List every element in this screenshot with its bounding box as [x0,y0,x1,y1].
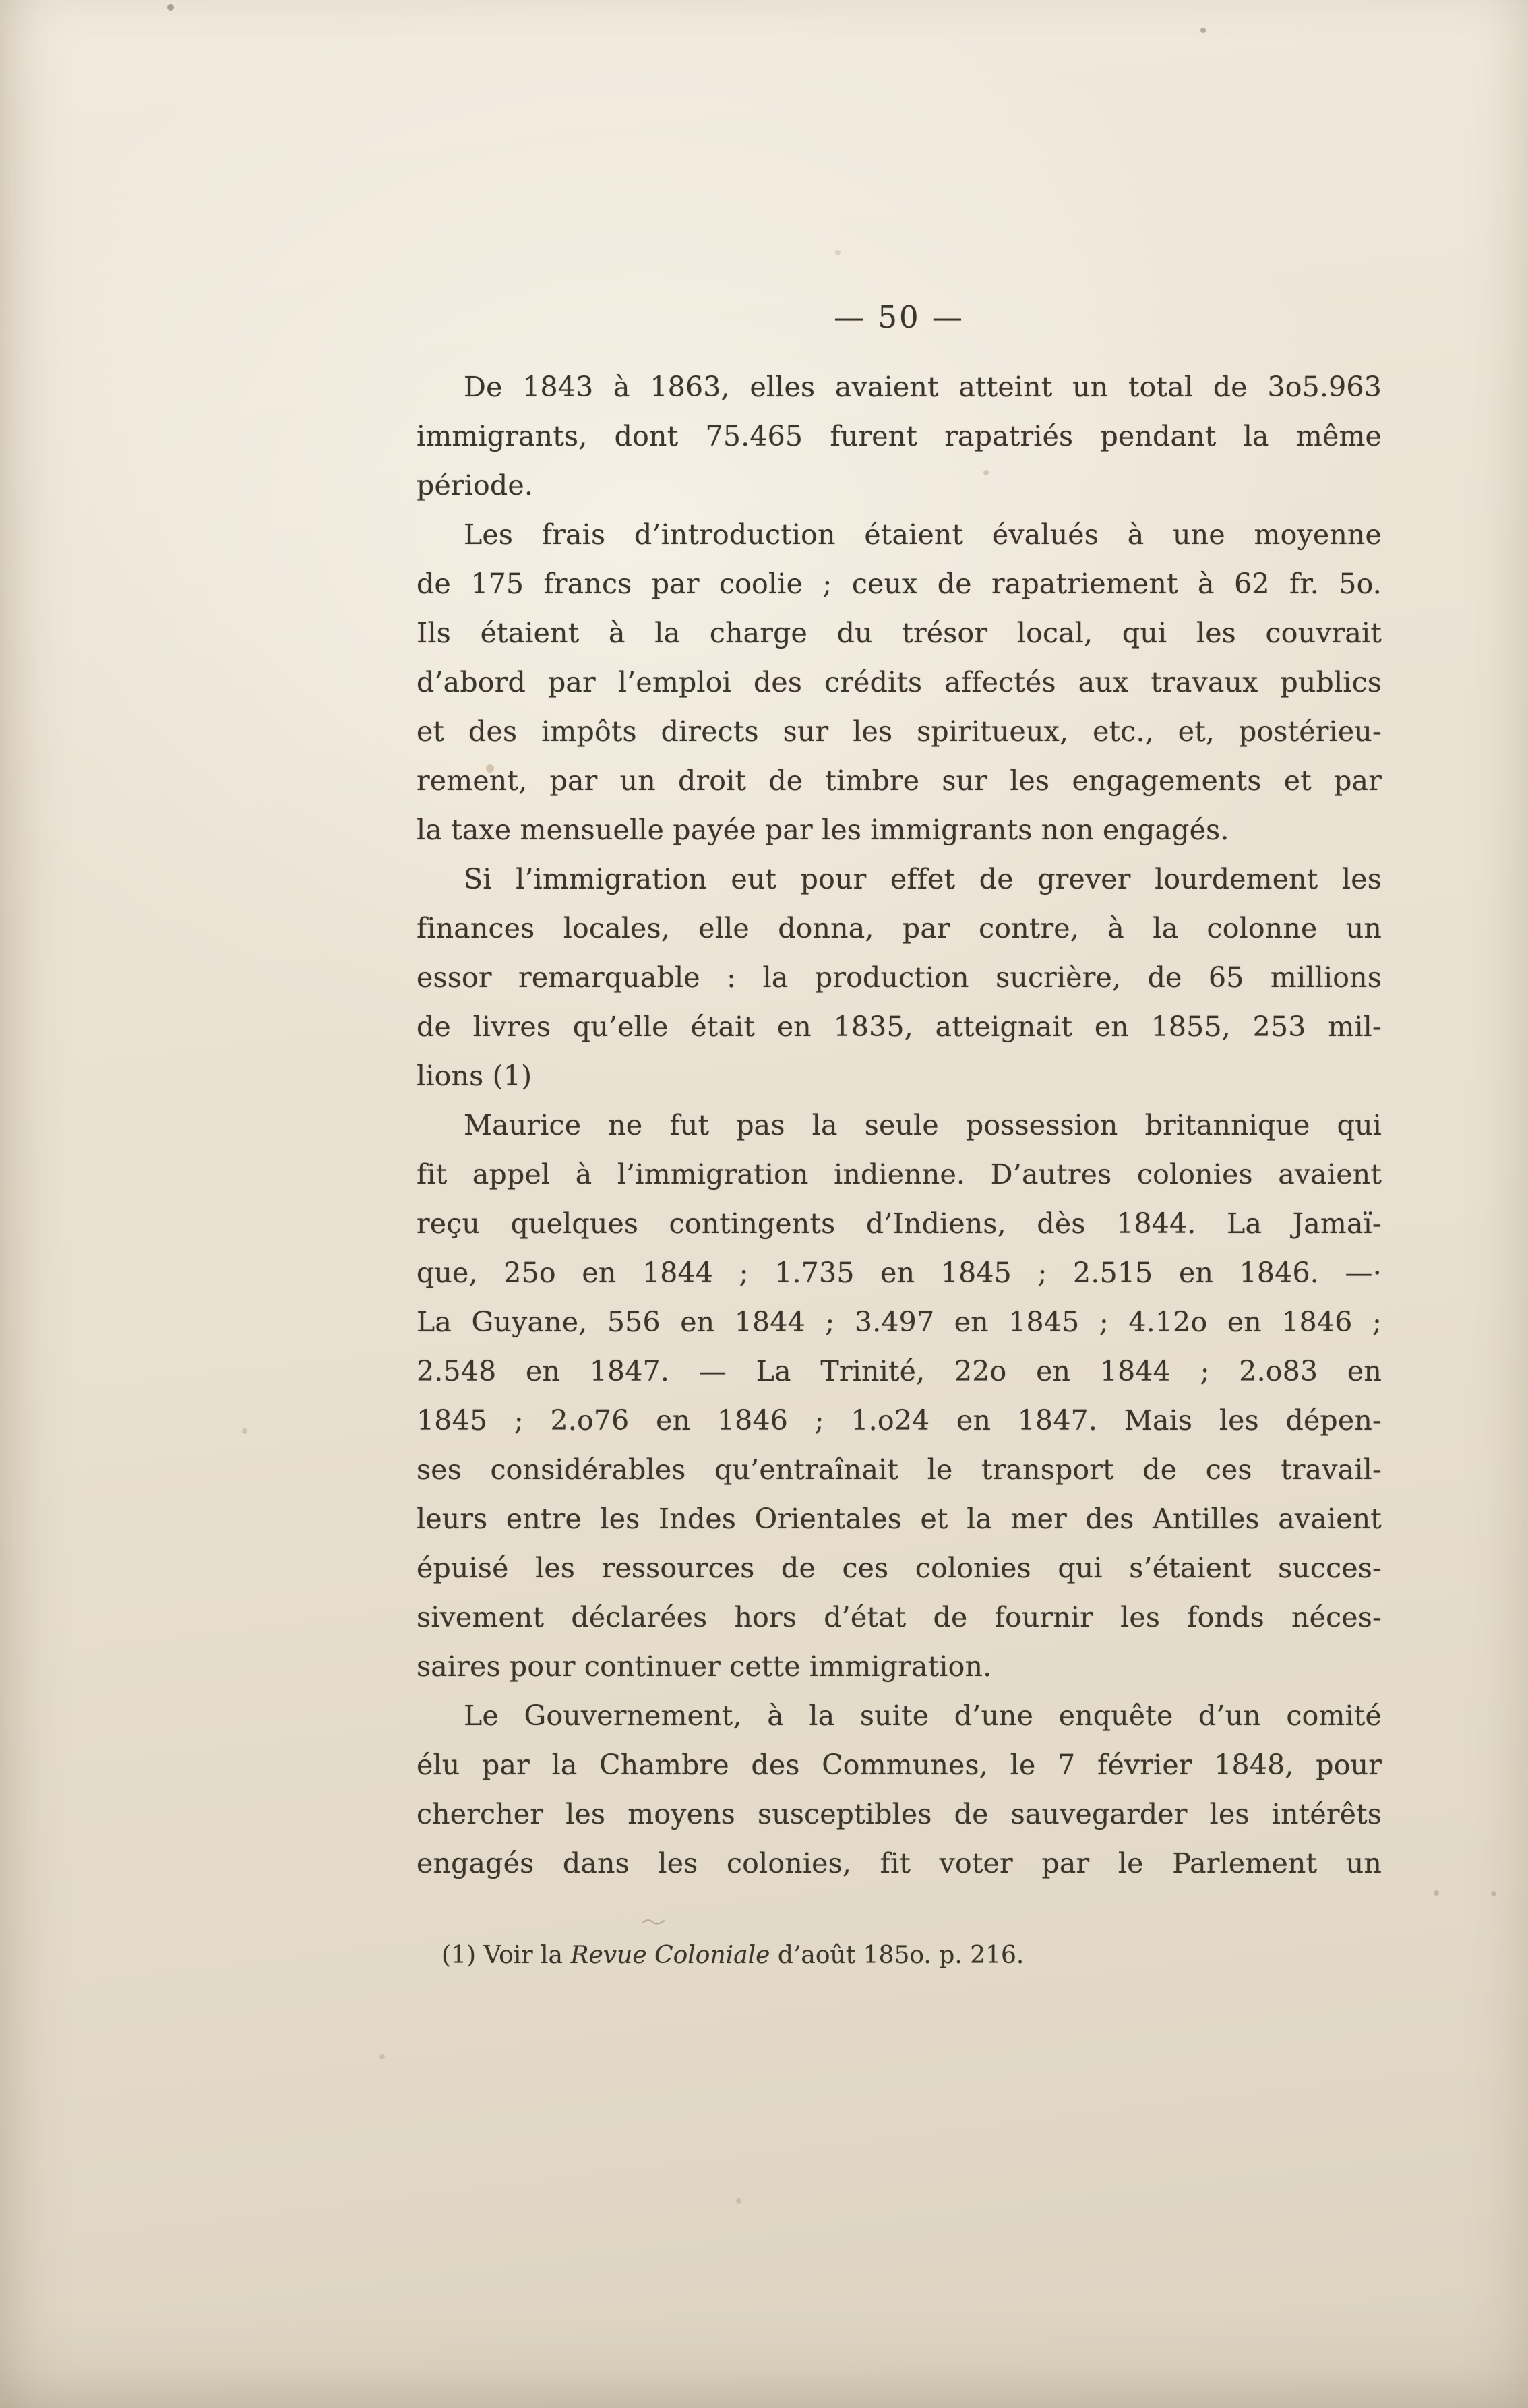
text-line: reçu quelques contingents d’Indiens, dès 1844. La Jamaï- [417,1207,1382,1240]
text-line: finances locales, elle donna, par contre, à la colonne un [417,912,1382,944]
text-line: élu par la Chambre des Communes, le 7 février 1848, pour [417,1749,1382,1781]
text-line: sivement déclarées hors d’état de fournir les fonds néces- [417,1601,1382,1633]
text-line: saires pour continuer cette immigration. [417,1650,992,1683]
text-line: de livres qu’elle était en 1835, atteignait en 1855, 253 mil- [417,1011,1382,1043]
text-line: chercher les moyens susceptibles de sauvegarder les intérêts [417,1798,1382,1830]
text-line: Le Gouvernement, à la suite d’une enquête d’un comité [464,1699,1382,1732]
ink-squiggle-mark [642,1916,666,1929]
text-line: 1845 ; 2.o76 en 1846 ; 1.o24 en 1847. Mais les dépen- [417,1404,1382,1437]
text-line: immigrants, dont 75.465 furent rapatriés pendant la même [417,420,1382,452]
text-line: lions (1) [417,1060,532,1092]
text-line: rement, par un droit de timbre sur les engagements et par [417,764,1382,797]
footnote-journal-title: Revue Coloniale [570,1942,770,1969]
footnote-detail-text: d’août 185o. p. 216. [770,1942,1025,1969]
text-line: et des impôts directs sur les spiritueux, etc., et, postérieu- [417,715,1382,748]
text-line: d’abord par l’emploi des crédits affectés aux travaux publics [417,666,1382,698]
text-line: Les frais d’introduction étaient évalués à une moyenne [464,518,1382,551]
text-line: leurs entre les Indes Orientales et la mer des Antilles avaient [417,1503,1382,1535]
text-line: période. [417,469,534,502]
text-block [417,363,1382,1888]
text-line: de 175 francs par coolie ; ceux de rapatriement à 62 fr. 5o. [417,568,1382,600]
text-line: la taxe mensuelle payée par les immigrants non engagés. [417,814,1229,846]
page-number-header: — 50 — [834,299,965,335]
text-line: 2.548 en 1847. — La Trinité, 22o en 1844 ; 2.o83 en [417,1355,1382,1387]
text-line: engagés dans les colonies, fit voter par le Parlement un [417,1847,1382,1879]
text-line: De 1843 à 1863, elles avaient atteint un total de 3o5.963 [464,371,1382,403]
footnote [441,1940,1385,1971]
text-line: Ils étaient à la charge du trésor local, qui les couvrait [417,617,1382,649]
text-line: Si l’immigration eut pour effet de grever lourdement les [464,863,1382,895]
text-line: épuisé les ressources de ces colonies qui s’étaient succes- [417,1552,1382,1584]
text-line: ses considérables qu’entraînait le transport de ces travail- [417,1453,1382,1486]
text-line: que, 25o en 1844 ; 1.735 en 1845 ; 2.515 en 1846. —· [417,1257,1382,1289]
text-line: essor remarquable : la production sucrière, de 65 millions [417,961,1382,994]
text-line: La Guyane, 556 en 1844 ; 3.497 en 1845 ; 4.12o en 1846 ; [417,1306,1382,1338]
text-line: Maurice ne fut pas la seule possession britannique qui [464,1109,1382,1141]
footnote-ref-text: (1) Voir la [441,1942,571,1969]
text-line: fit appel à l’immigration indienne. D’autres colonies avaient [417,1158,1382,1191]
